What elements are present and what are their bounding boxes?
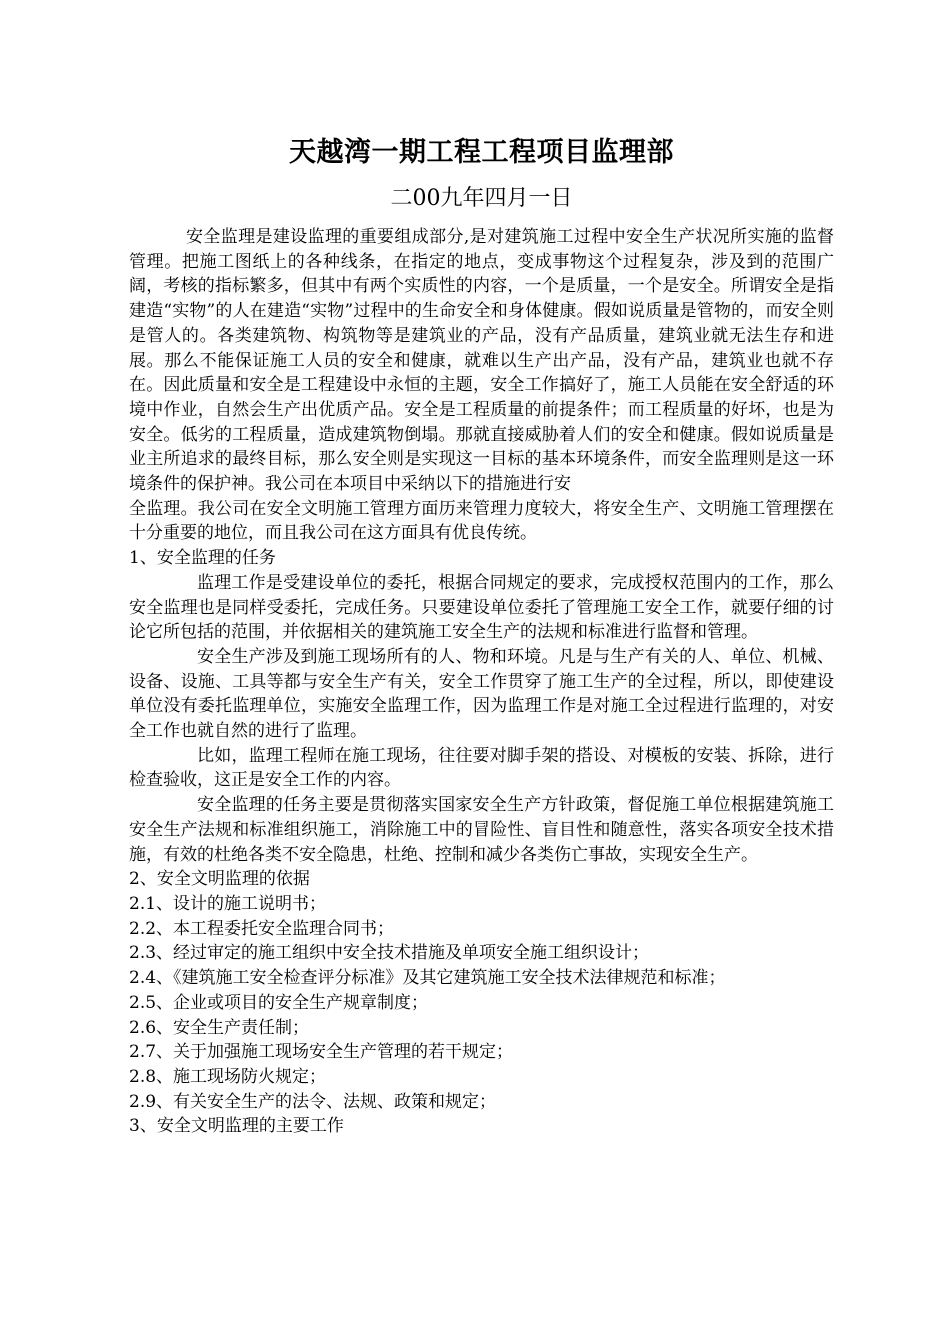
- section-3-heading: 3、安全文明监理的主要工作: [129, 1116, 344, 1137]
- document-date: 二00九年四月一日: [390, 186, 573, 211]
- section-2-item-3: 2.3、经过审定的施工组织中安全技术措施及单项安全施工组织设计；: [129, 943, 650, 964]
- section-2-item-6: 2.6、安全生产责任制；: [129, 1017, 310, 1038]
- section-2-item-4: 2.4、《建筑施工安全检查评分标准》及其它建筑施工安全技术法律规范和标准；: [129, 968, 726, 989]
- section-1-paragraph-4: 安全监理的任务主要是贯彻落实国家安全生产方针政策，督促施工单位根据建筑施工安全生产法规和标准组织施工，消除施工中的冒险性、盲目性和随意性，落实各项安全技术措施，有效的杜绝各类不安全隐患，杜绝、控制和减少各类伤亡事故，实现安全生产。: [129, 795, 834, 865]
- section-1-paragraph-3: 比如，监理工程师在施工现场，往往要对脚手架的搭设、对模板的安装、拆除，进行检查验收，这正是安全工作的内容。: [129, 745, 834, 791]
- section-2-item-1: 2.1、设计的施工说明书；: [129, 893, 327, 914]
- document-title: 天越湾一期工程工程项目监理部: [289, 137, 674, 168]
- section-2-item-9: 2.9、有关安全生产的法令、法规、政策和规定；: [129, 1091, 497, 1112]
- section-2-item-2: 2.2、本工程委托安全监理合同书；: [129, 918, 395, 939]
- section-2-item-8: 2.8、施工现场防火规定；: [129, 1066, 327, 1087]
- section-2-item-7: 2.7、关于加强施工现场安全生产管理的若干规定；: [129, 1042, 514, 1063]
- section-1-paragraph-2: 安全生产涉及到施工现场所有的人、物和环境。凡是与生产有关的人、单位、机械、设备、设施、工具等都与安全生产有关，安全工作贯穿了施工生产的全过程，所以，即使建设单位没有委托监理单位，实施安全监理工作，因为监理工作是对施工全过程进行监理的，对安全工作也就自然的进行了监理。: [129, 646, 834, 742]
- document-body: [129, 225, 834, 1139]
- intro-paragraph-1: 安全监理是建设监理的重要组成部分,是对建筑施工过程中安全生产状况所实施的监督管理。把施工图纸上的各种线条，在指定的地点，变成事物这个过程复杂，涉及到的范围广阔，考核的指标繁多，但其中有两个实质性的内容，一个是质量，一个是安全。所谓安全是指建造“实物”的人在建造“实物”过程中的生命安全和身体健康。假如说质量是管物的，而安全则是管人的。各类建筑物、构筑物等是建筑业的产品，没有产品质量，建筑业就无法生存和进展。那么不能保证施工人员的安全和健康，就难以生产出产品，没有产品，建筑业也就不存在。因此质量和安全是工程建设中永恒的主题，安全工作搞好了，施工人员能在安全舒适的环境中作业，自然会生产出优质产品。安全是工程质量的前提条件；而工程质量的好坏，也是为安全。低劣的工程质量，造成建筑物倒塌。那就直接威胁着人们的安全和健康。假如说质量是业主所追求的最终目标，那么安全则是实现这一目标的基本环境条件，而安全监理则是这一环境条件的保护神。我公司在本项目中采纳以下的措施进行安: [129, 227, 834, 495]
- section-1-paragraph-1: 监理工作是受建设单位的委托，根据合同规定的要求，完成授权范围内的工作，那么安全监理也是同样受委托，完成任务。只要建设单位委托了管理施工安全工作，就要仔细的讨论它所包括的范围，并依据相关的建筑施工安全生产的法规和标准进行监督和管理。: [129, 572, 834, 643]
- section-2-heading: 2、安全文明监理的依据: [129, 869, 310, 890]
- intro-paragraph-2: 全监理。我公司在安全文明施工管理方面历来管理力度较大，将安全生产、文明施工管理摆在十分重要的地位，而且我公司在这方面具有优良传统。: [129, 498, 834, 544]
- section-2-item-5: 2.5、企业或项目的安全生产规章制度；: [129, 992, 429, 1013]
- section-1-heading: 1、安全监理的任务: [129, 548, 276, 569]
